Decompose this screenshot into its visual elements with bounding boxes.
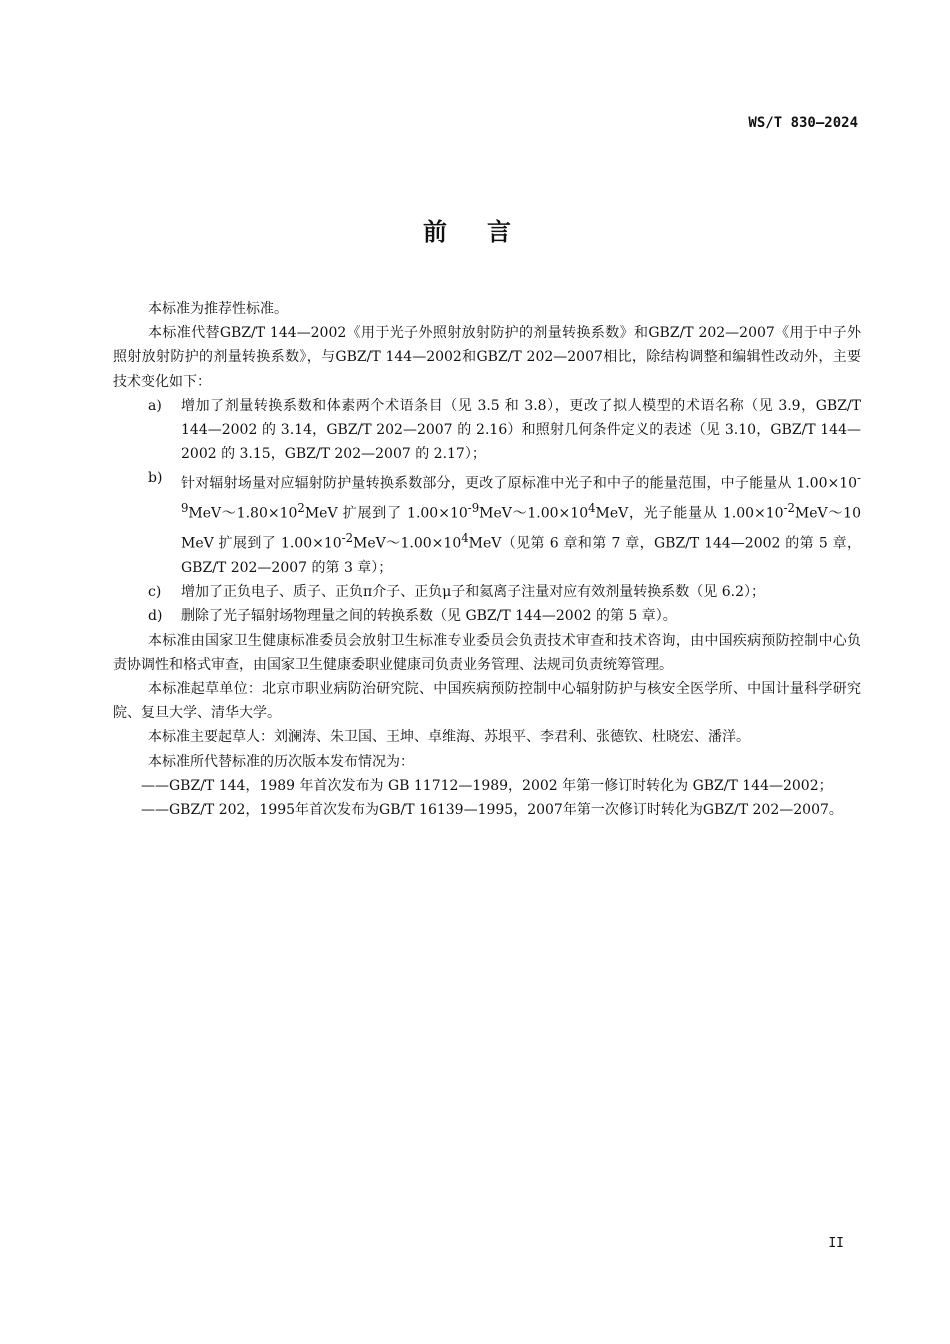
exponent: 4	[461, 531, 469, 546]
change-item-b	[113, 466, 861, 580]
item-text: 删除了光子辐射场物理量之间的转换系数（见 GBZ/T 144—2002 的第 5 章）。	[181, 608, 677, 625]
item-text-part: 针对辐射场量对应辐射防护量转换系数部分，更改了原标准中光子和中子的能量范围，中子能量从 1.00×10	[181, 476, 858, 493]
paragraph-history-intro: 本标准所代替标准的历次版本发布情况为：	[148, 753, 414, 770]
history-item: ——GBZ/T 144，1989 年首次发布为 GB 11712—1989，2002 年第一修订时转化为 GBZ/T 144—2002；	[141, 777, 833, 794]
exponent: -9	[467, 501, 480, 516]
exponent: -2	[341, 531, 354, 546]
item-text: 增加了正负电子、质子、正负π介子、正负μ子和氦离子注量对应有效剂量转换系数（见 6.2）；	[181, 584, 766, 601]
change-item-d	[113, 604, 861, 628]
paragraph-drafting-units: 本标准起草单位：北京市职业病防治研究院、中国疾病预防控制中心辐射防护与核安全医学所、中国计量科学研究院、复旦大学、清华大学。	[113, 681, 861, 722]
foreword-body	[113, 297, 861, 822]
paragraph-recommended: 本标准为推荐性标准。	[148, 301, 288, 317]
item-text-part: MeV～10 MeV 扩展到了 1.00×10	[181, 505, 861, 552]
item-marker: b)	[148, 470, 163, 487]
paragraph-replaces: 本标准代替GBZ/T 144—2002《用于光子外照射放射防护的剂量转换系数》和GBZ/T 202—2007《用于中子外照射放射防护的剂量转换系数》，与GBZ/T 144—2002和GBZ/T 202—2007相比，除结构调整和编辑性改动外，主要技术变化如下：	[113, 325, 861, 390]
exponent: -2	[783, 501, 795, 516]
page-title: 前言	[423, 218, 551, 246]
item-text-part: MeV（见第 6 章和第 7 章，GBZ/T 144—2002 的第 5 章，GBZ/T 202—2007 的第 3 章）；	[181, 535, 861, 576]
change-item-a	[113, 394, 861, 467]
item-text-part: MeV，光子能量从 1.00×10	[595, 505, 784, 522]
page-number: II	[828, 1236, 844, 1251]
exponent: -9	[181, 471, 861, 516]
item-marker: c)	[148, 584, 162, 601]
history-item: ——GBZ/T 202，1995年首次发布为GB/T 16139—1995，2007年第一次修订时转化为GBZ/T 202—2007。	[141, 802, 843, 819]
item-text-part: MeV～1.00×10	[353, 535, 462, 552]
exponent: 4	[588, 501, 596, 516]
item-text-part: MeV～1.00×10	[479, 505, 589, 522]
paragraph-review: 本标准由国家卫生健康标准委员会放射卫生标准专业委员会负责技术审查和技术咨询，由中国疾病预防控制中心负责协调性和格式审查，由国家卫生健康委职业健康司负责业务管理、法规司负责统筹管理。	[113, 632, 861, 673]
item-text: 增加了剂量转换系数和体素两个术语条目（见 3.5 和 3.8），更改了拟人模型的术语名称（见 3.9，GBZ/T 144—2002 的 3.14，GBZ/T 202—2007 的 2.16）和照射几何条件定义的表述（见 3.10，GBZ/T 144—2002 的 3.15，GBZ/T 202—2007 的 2.17）；	[181, 397, 861, 463]
document-code: WS/T 830—2024	[748, 115, 858, 131]
item-marker: a)	[148, 397, 162, 414]
exponent: 2	[297, 501, 305, 516]
item-text-part: MeV 扩展到了 1.00×10	[304, 505, 468, 522]
item-marker: d)	[148, 608, 163, 625]
change-item-c	[113, 580, 861, 604]
item-text-part: MeV～1.80×10	[188, 505, 298, 522]
paragraph-drafters: 本标准主要起草人：刘澜涛、朱卫国、王坤、卓维海、苏垠平、李君利、张德钦、杜晓宏、潘洋。	[148, 729, 750, 746]
